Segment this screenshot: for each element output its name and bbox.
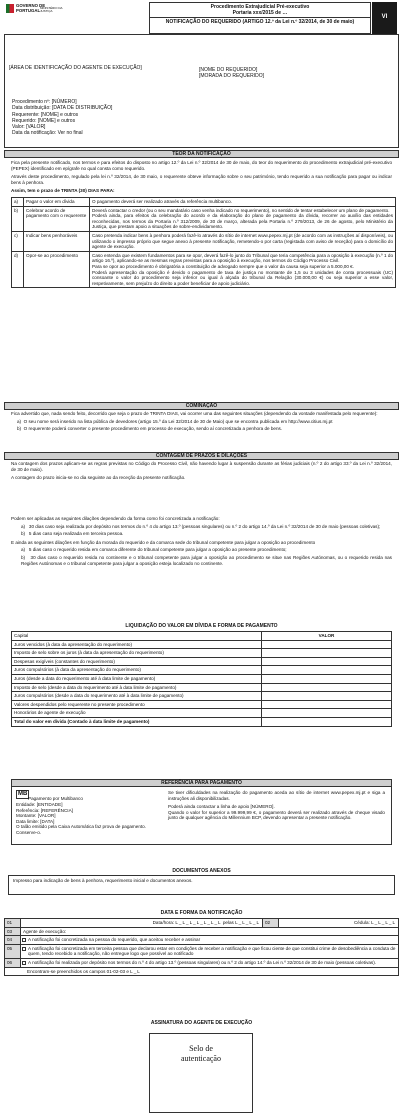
teor-section (4, 150, 399, 289)
referencia-section (11, 779, 392, 845)
table-row: Honorários de agente de execução (12, 709, 392, 718)
fields-field[interactable]: L_L (130, 968, 141, 974)
requerido-name: [NOME DO REQUERIDO] (199, 67, 258, 73)
assinatura-title: ASSINATURA DO AGENTE DE EXECUÇÃO (150, 1020, 253, 1026)
table-row: Encontram-se preenchidos os campos 01-02-03 e L_L (5, 967, 399, 976)
checkbox[interactable] (22, 947, 26, 951)
table-row: 04 A notificação foi concretizada na pessoa do requerido, que aceitou receber e assinar (5, 936, 399, 945)
form-title-box: Procedimento Extrajudicial Pré-executivo Portaria xxx/2015 de … NOTIFICAÇÃO DO REQUERIDO (ARTIGO 12.º da Lei n.º 32/2014, de 30 de maio) (149, 2, 371, 34)
multibanco-icon: MB (16, 790, 29, 799)
options-table (11, 197, 396, 288)
table-row: 03 Agente de execução: (5, 927, 399, 936)
notificacao-title: DATA E FORMA DA NOTIFICAÇÃO (160, 910, 243, 916)
table-row: Capital VALOR (12, 632, 392, 641)
flag-icon (6, 4, 14, 13)
table-row: a) Pagar o valor em dívida O pagamento deverá ser realizado através da referência multibanco. (12, 198, 396, 207)
date-field[interactable]: L_L_L_L_L_L_L (175, 920, 222, 926)
notificacao-section (4, 910, 399, 976)
table-row: Imposto de selo (desde a data do requerimento até à data limite de pagamento) (12, 683, 392, 692)
table-row: 01 Data/hora: L_L_L_L_L_L_L pelas L_L_L_L 02 Cédula: L_L_L_L (5, 919, 399, 928)
checkbox[interactable] (22, 961, 26, 965)
table-row: Juros (desde a data do requerimento até à data limite de pagamento) (12, 675, 392, 684)
table-row: Imposto de selo sobre os juros (à data da apresentação do requerimento) (12, 649, 392, 658)
table-row: 06 A notificação foi realizada por depósito nos termos do n.º 4 do artigo 13.º (pessoas singulares) ou n.º 2 do artigo 14.º da Lei n.º 32/2014 de 30 de maio (pessoas coletivas). (5, 959, 399, 968)
multibanco-block: MB Pagamento por Multibanco Entidade: [ENTIDADE] Referência: [REFERÊNCIA] Montante: [VALOR] Data limite: [DATA] O talão emitido pela Caixa Automática faz prova de pagamento. Conserve-o. (16, 791, 146, 835)
referencia-title: REFERÊNCIA PARA PAGAMENTO (11, 779, 392, 787)
cominacao-title: COMINAÇÃO (4, 402, 399, 410)
liquidacao-table (11, 631, 392, 727)
payment-help: Se tiver dificuldades na realização do pagamento aceda ao sítio de internet www.pepex.mj.pt e siga a instruções ali disponibilizadas. Poderá ainda contactar a linha de apoio [NÚMERO]. Quando o valor for superior a 99.999,99 €, o pagamento deverá ser realizado através de cheque visado junto de qualquer agência do Millennium BCP, devendo apresentar a presente notificação. (168, 790, 385, 821)
prazos-section: CONTAGEM DE PRAZOS E DILAÇÕES Na contagem dos prazos aplicam-se as regras previstas no Código do Processo Civil, não havendo lugar à suspensão durante as férias judiciais (n.º 2 do artigo 33.º da Lei n.º 32/2014, de 30 de maio). A contagem do prazo inicia-se no dia seguinte ao da receção da presente notificação. (4, 452, 399, 482)
anexos-section: DOCUMENTOS ANEXOS Impresso para indicação de bens à penhora, requerimento inicial e documentos anexos. (4, 868, 399, 895)
agent-area: [ÁREA DE IDENTIFICAÇÃO DO AGENTE DE EXECUÇÃO] (9, 65, 142, 71)
table-row: c) Indicar bens penhoráveis Caso pretenda indicar bens à penhora poderá fazê-lo através do sítio de internet www.pepex.mj.pt (de acordo com as instruções aí disponíveis), ou utilizando o impresso próprio que segue anexo à presente notificação, remetendo-o por carta (registada com aviso de receção) para o domicílio do agente de execução. (12, 232, 396, 252)
form-badge: VI (372, 2, 397, 34)
seal-box: Selo de autenticação (149, 1033, 253, 1113)
government-logo: GOVERNO DE PORTUGAL MINISTÉRIO DA JUSTIÇA (6, 4, 64, 18)
ministry-label: MINISTÉRIO DA JUSTIÇA (40, 6, 63, 14)
table-row: Despesas exigíveis (constantes do requerimento) (12, 657, 392, 666)
cedula-field[interactable]: L_L_L_L (371, 920, 396, 926)
requerido-address: [MORADA DO REQUERIDO] (199, 73, 265, 79)
table-row: Juros compulsórios (à data da apresentação do requerimento) (12, 666, 392, 675)
teor-paragraph-1: Fica pela presente notificado, nos termos e para efeitos do disposto no artigo 12.º da Lei n.º 32/2014 de 30 de maio, do teor do requerimento do procedimento extrajudicial pré-executivo (PEPEX) identificado em epígrafe no qual consta como requerido. (11, 160, 392, 171)
table-row: Juros compulsórios (desde a data do requerimento até à data limite de pagamento) (12, 692, 392, 701)
table-row: 05 A notificação foi concretizada em terceira pessoa que declarou estar em condições de receber a notificação e que ficou ciente de que constitui crime de desobediência a conduta de quem, tendo recebido a notificação, não entregue logo que possível ao notificado (5, 944, 399, 958)
teor-title: TEOR DA NOTIFICAÇÃO (4, 150, 399, 158)
notificacao-table (4, 918, 399, 976)
table-row: Juros vencidos (à data da apresentação do requerimento) (12, 640, 392, 649)
liquidacao-title: LIQUIDAÇÃO DO VALOR EM DÍVIDA E FORMA DE PAGAMENTO (125, 623, 278, 629)
table-row: Valores despendidos pelo requerente no presente procedimento (12, 700, 392, 709)
anexos-title: DOCUMENTOS ANEXOS (172, 868, 231, 874)
dilacoes-section: Podem ser aplicadas as seguintes dilações dependendo da forma como foi concretizada a notificação: a) 30 dias caso seja realizada por depósito nos termos do n.º 4 do artigo 13.º (pessoas singulares) ou n.º 2 do artigo 14.º da Lei n.º 32/2014 de 30 de maio (pessoas coletivas); b) 5 dias caso seja realizada em terceira pessoa. E ainda as seguintes dilações em função da morada do requerido e da comarca sede do tribunal competente para julgar a oposição ao procedimento a) 5 dias caso o requerido resida em comarca diferente do tribunal competente para julgar a oposição ao presente procedimento; b) 30 dias caso o requerido resida no continente e o tribunal competente para julgar a oposição ao procedimento se situe nas Regiões Autónomas, ou o requerido resida nas Regiões Autónomas e o tribunal competente para julgar a oposição esteja localizado no continente. (11, 516, 392, 566)
procedure-details: Procedimento nº: [NÚMERO] Data distribuição: [DATA DE DISTRIBUIÇÃO] Requerente: [NOME] e outros Requerido: [NOME] e outros Valor: [VALOR] Data da notificação: Ver no final (12, 99, 113, 137)
table-row: Total do valor em dívida (Contado à data limite de pagamento) (12, 718, 392, 727)
teor-paragraph-2: Através deste procedimento, regulado pela lei n.º 32/2014, de 30 maio, o requerente obteve informação sobre o seu património, tendo requerido a sua notificação para pagar ou indicar bens à penhora. (11, 174, 392, 185)
liquidacao-section (4, 623, 399, 727)
table-row: b) Celebrar acordo de pagamento com o requerente Deverá contactar o credor (ou o seu mandatário caso venha indicado no requerimento), no sentido de tentar estabelecer um plano de pagamento. Poderá ainda, para efeitos da celebração do acordo e da elaboração do plano de pagamento da dívida, recorrer ao auxílio das entidades reconhecidas, nos termos da Portaria n.º 312/2009, de 30 de março, alterada pela Portaria n.º 279/2013, de 26 de agosto, pelo Ministério da Justiça, que prestam apoio a situações de sobre-endividamento. (12, 206, 396, 231)
identification-box (4, 34, 399, 148)
time-field[interactable]: L_L_L_L (235, 920, 260, 926)
teor-paragraph-3: Assim, tem o prazo de TRINTA (30) DIAS PARA: (11, 188, 115, 194)
checkbox[interactable] (22, 938, 26, 942)
cominacao-section: COMINAÇÃO Fica advertido que, nada sendo feito, decorrido que seja o prazo de TRINTA DIAS, vai ocorrer uma das seguintes situações (dependendo da vontade manifestada pelo requerente): a) O seu nome será inserido na lista pública de devedores (artigo 15.º da Lei 32/2014 de 30 de Maio) que se encontra publicada em http://www.citius.mj.pt b) O requerente poderá converter o presente procedimento em processo de execução, sendo aí concretizada a penhora de bens. (4, 402, 399, 433)
prazos-title: CONTAGEM DE PRAZOS E DILAÇÕES (4, 452, 399, 460)
table-row: d) Opor-se ao procedimento Caso entenda que existem fundamentos para se opor, deverá fazê-lo junto do Tribunal que teria competência para a oposição à execução (n.º 1 do artigo 16.º), aplicando-se as mesmas regras previstas para a oposição à execução, nos termos do Código Processo Civil. Para se opor ao procedimento é obrigatória a constituição de advogado sempre que o valor da causa seja superior a 5.000,00 €. Poderá apresentação da oposição é devido o pagamento de taxa de justiça no montante de 1,5 ou 3 unidades de conta processuais (UC) consoante o valor do procedimento seja inferior ou igual à alçada do tribunal da Relação (30.000,00 €) ou seja superior a esse valor, respetivamente, sem prejuízo do direito a poder beneficiar de apoio judiciário. (12, 251, 396, 288)
